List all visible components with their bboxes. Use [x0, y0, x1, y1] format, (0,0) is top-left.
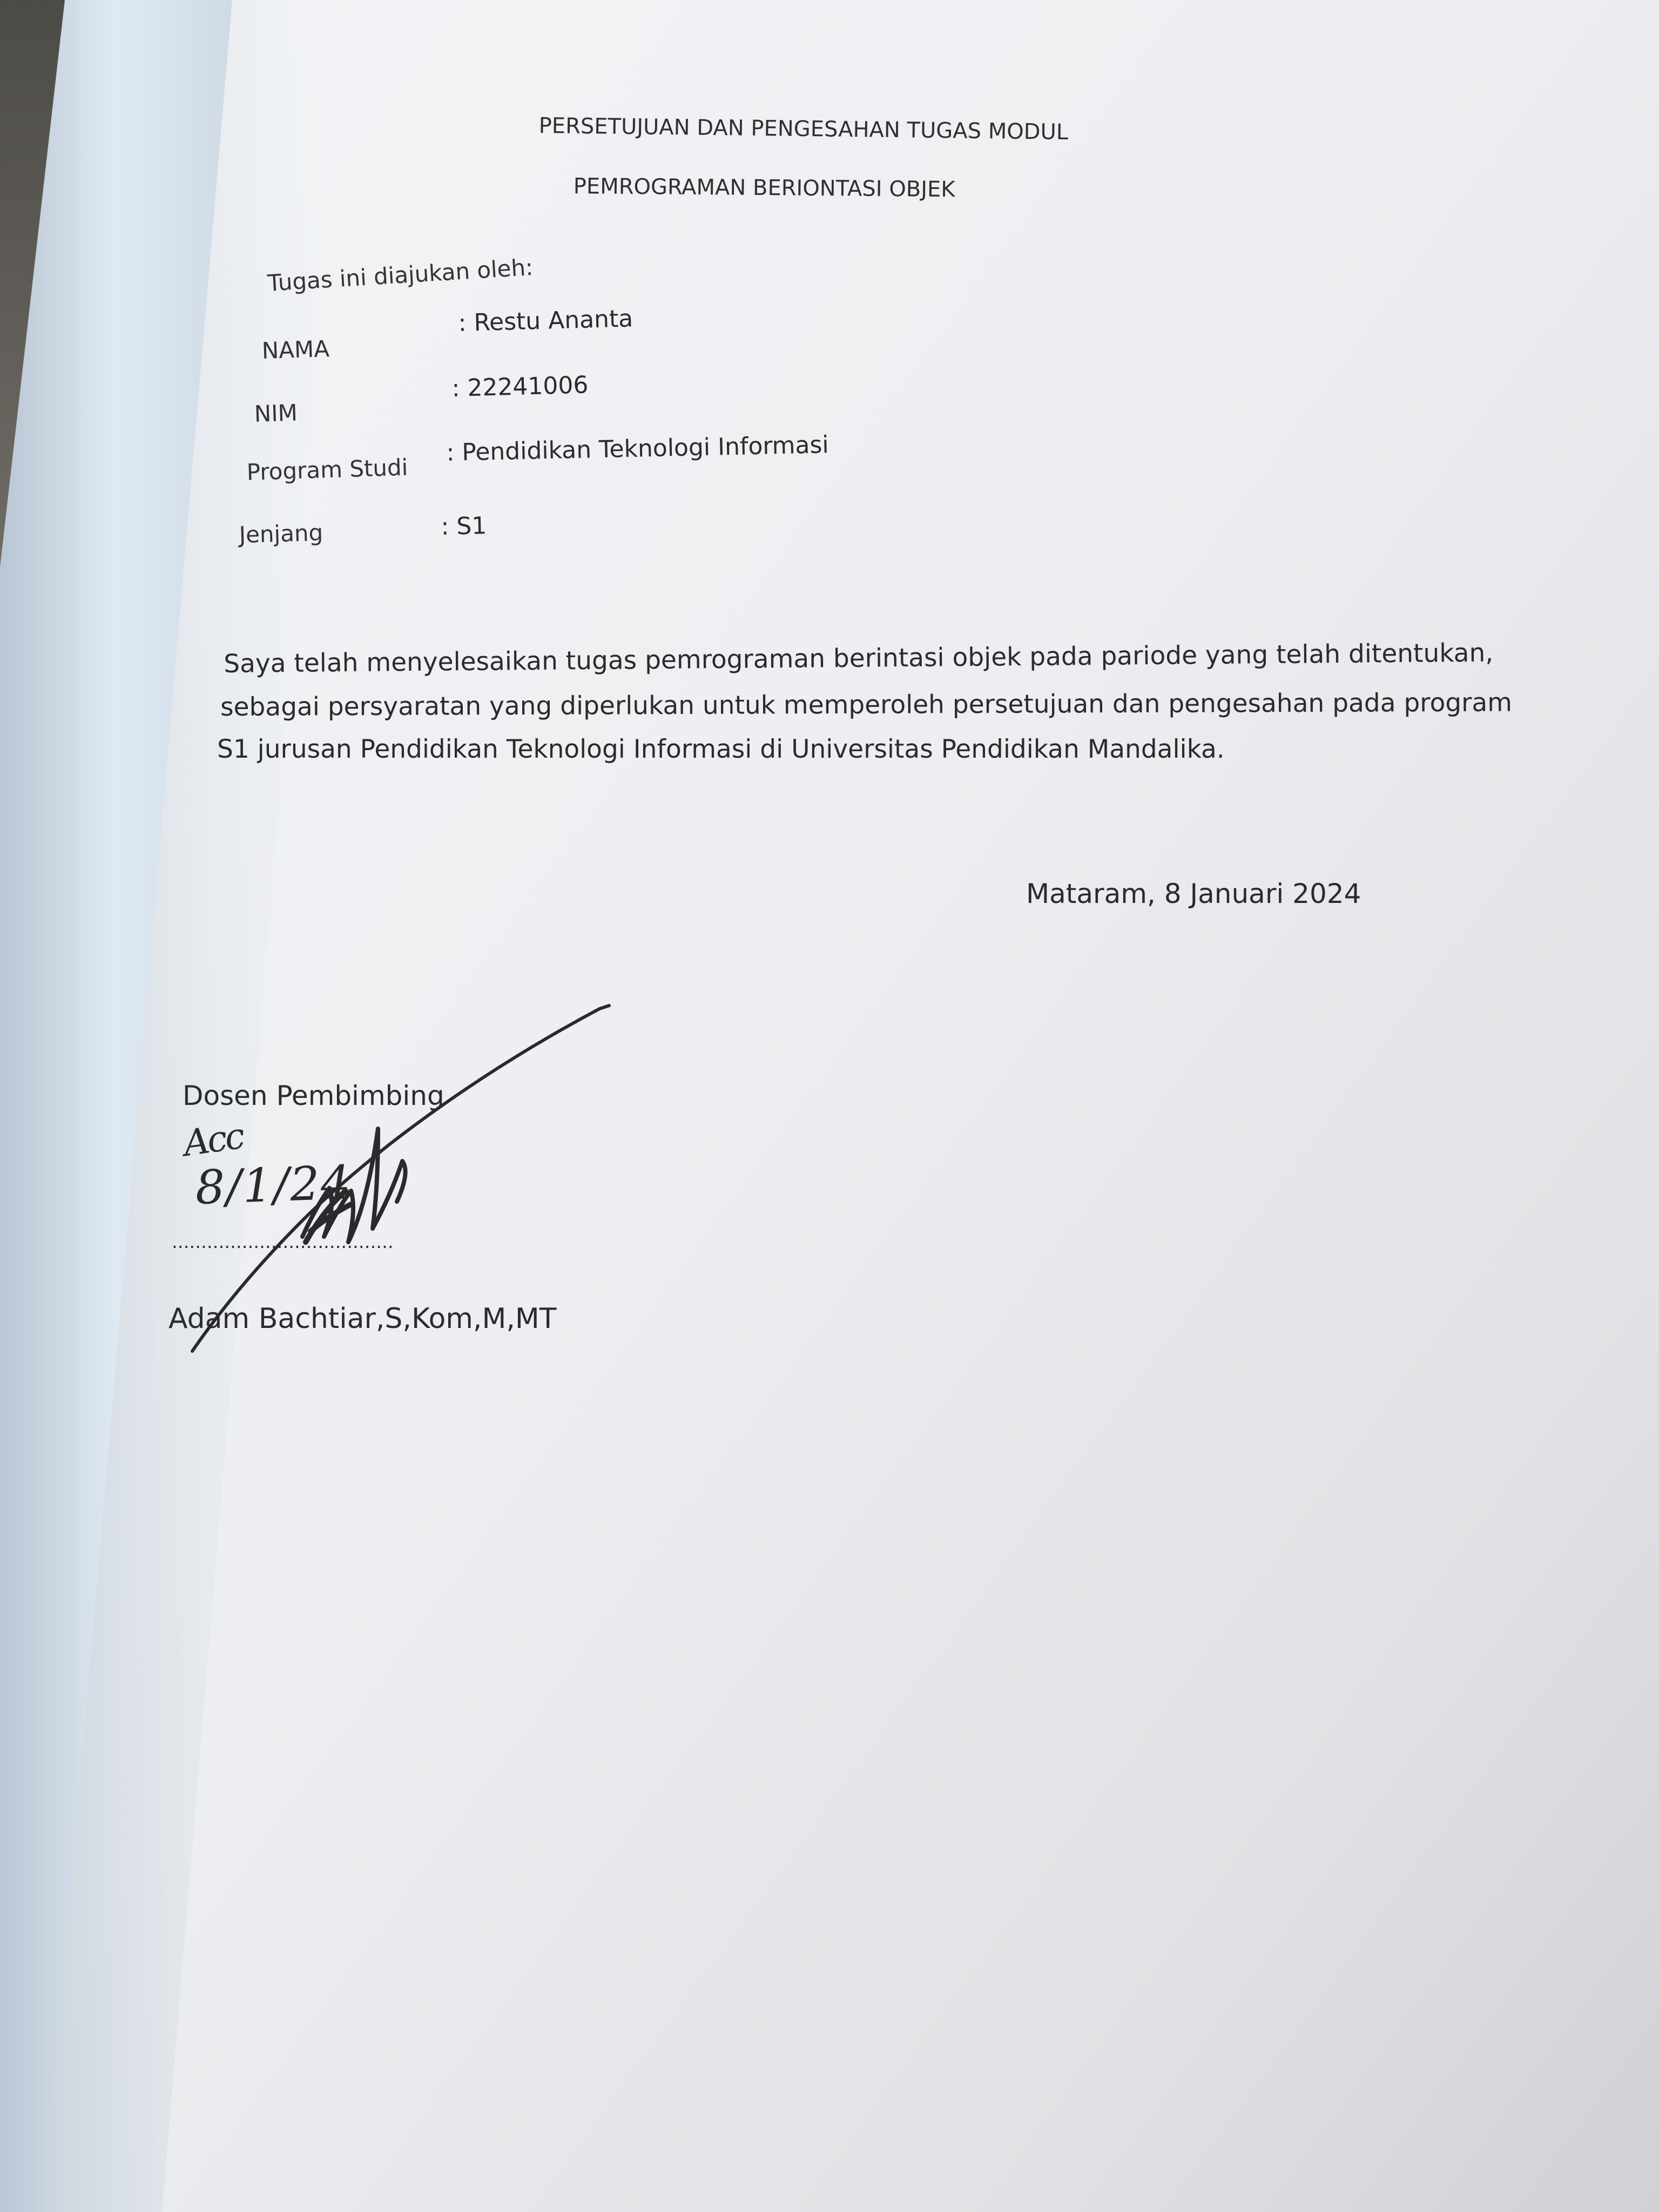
- paragraph-line-2: sebagai persyaratan yang diperlukan untuk memperoleh persetujuan dan pengesahan pada program: [220, 687, 1513, 722]
- handwritten-initials: Acc: [181, 1115, 246, 1165]
- intro-text: Tugas ini diajukan oleh:: [267, 253, 534, 296]
- field-label-nim: NIM: [254, 399, 298, 427]
- supervisor-name: Adam Bachtiar,S,Kom,M,MT: [168, 1303, 557, 1335]
- paragraph-line-1: Saya telah menyelesaikan tugas pemrograman berintasi objek pada pariode yang telah ditentukan,: [224, 638, 1494, 679]
- field-value-program-studi: : Pendidikan Teknologi Informasi: [446, 431, 830, 467]
- field-value-nama: : Restu Ananta: [458, 305, 633, 337]
- place-date: Mataram, 8 Januari 2024: [1026, 878, 1361, 909]
- supervisor-label: Dosen Pembimbing: [183, 1080, 444, 1111]
- field-value-nim: : 22241006: [451, 371, 589, 402]
- paragraph-line-3: S1 jurusan Pendidikan Teknologi Informasi di Universitas Pendidikan Mandalika.: [217, 734, 1225, 764]
- field-label-nama: NAMA: [261, 335, 330, 364]
- field-label-program-studi: Program Studi: [246, 454, 409, 485]
- document-title-line2: PEMROGRAMAN BERIONTASI OBJEK: [573, 174, 955, 203]
- field-value-jenjang: : S1: [441, 512, 487, 541]
- handwritten-date: 8/1/24: [194, 1155, 353, 1215]
- signature-line: ......................................: [172, 1231, 394, 1253]
- field-label-jenjang: Jenjang: [239, 519, 323, 548]
- document-title-line1: PERSETUJUAN DAN PENGESAHAN TUGAS MODUL: [538, 113, 1069, 145]
